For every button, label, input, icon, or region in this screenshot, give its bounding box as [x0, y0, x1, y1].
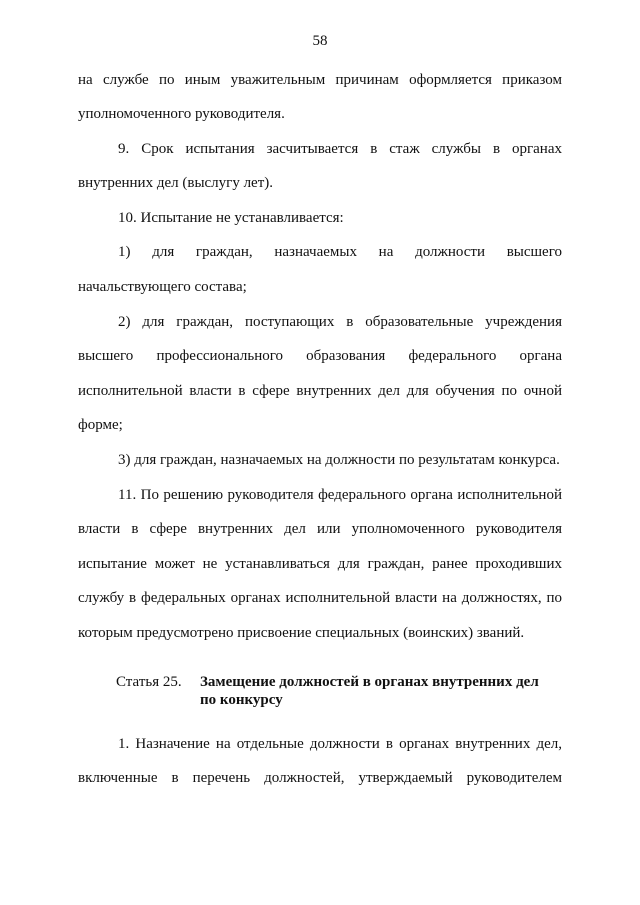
text-line: которым предусмотрено присвоение специальных (воинских) званий.: [78, 625, 525, 641]
text-line: включенные в перечень должностей, утверждаемый руководителем: [78, 770, 562, 786]
text-line: на службе по иным уважительным причинам оформляется приказом: [78, 72, 562, 88]
text-line: исполнительной власти в сфере внутренних дел для обучения по очной: [78, 383, 562, 399]
page-number: 58: [312, 33, 328, 49]
text-line: 10. Испытание не устанавливается:: [118, 210, 344, 226]
text-line: власти в сфере внутренних дел или уполномоченного руководителя: [78, 521, 562, 537]
text-line: испытание может не устанавливаться для граждан, ранее проходивших: [78, 556, 562, 572]
text-line: 9. Срок испытания засчитывается в стаж службы в органах: [118, 141, 562, 157]
text-line: 1) для граждан, назначаемых на должности высшего: [118, 244, 562, 260]
text-line: начальствующего состава;: [78, 279, 247, 295]
text-line: 11. По решению руководителя федерального органа исполнительной: [118, 487, 562, 503]
text-line: форме;: [78, 417, 123, 433]
text-line: 2) для граждан, поступающих в образовательные учреждения: [118, 314, 562, 330]
article-title: Замещение должностей в органах внутренних дел: [200, 674, 539, 690]
text-line: высшего профессионального образования федерального органа: [78, 348, 562, 364]
text-line: уполномоченного руководителя.: [78, 106, 285, 122]
text-line: внутренних дел (выслугу лет).: [78, 175, 274, 191]
text-line: службу в федеральных органах исполнительной власти на должностях, по: [78, 590, 562, 606]
text-line: 3) для граждан, назначаемых на должности по результатам конкурса.: [118, 452, 560, 468]
article-title: по конкурсу: [200, 692, 283, 708]
text-line: 1. Назначение на отдельные должности в органах внутренних дел,: [118, 736, 562, 752]
article-label: Статья 25.: [116, 674, 182, 690]
